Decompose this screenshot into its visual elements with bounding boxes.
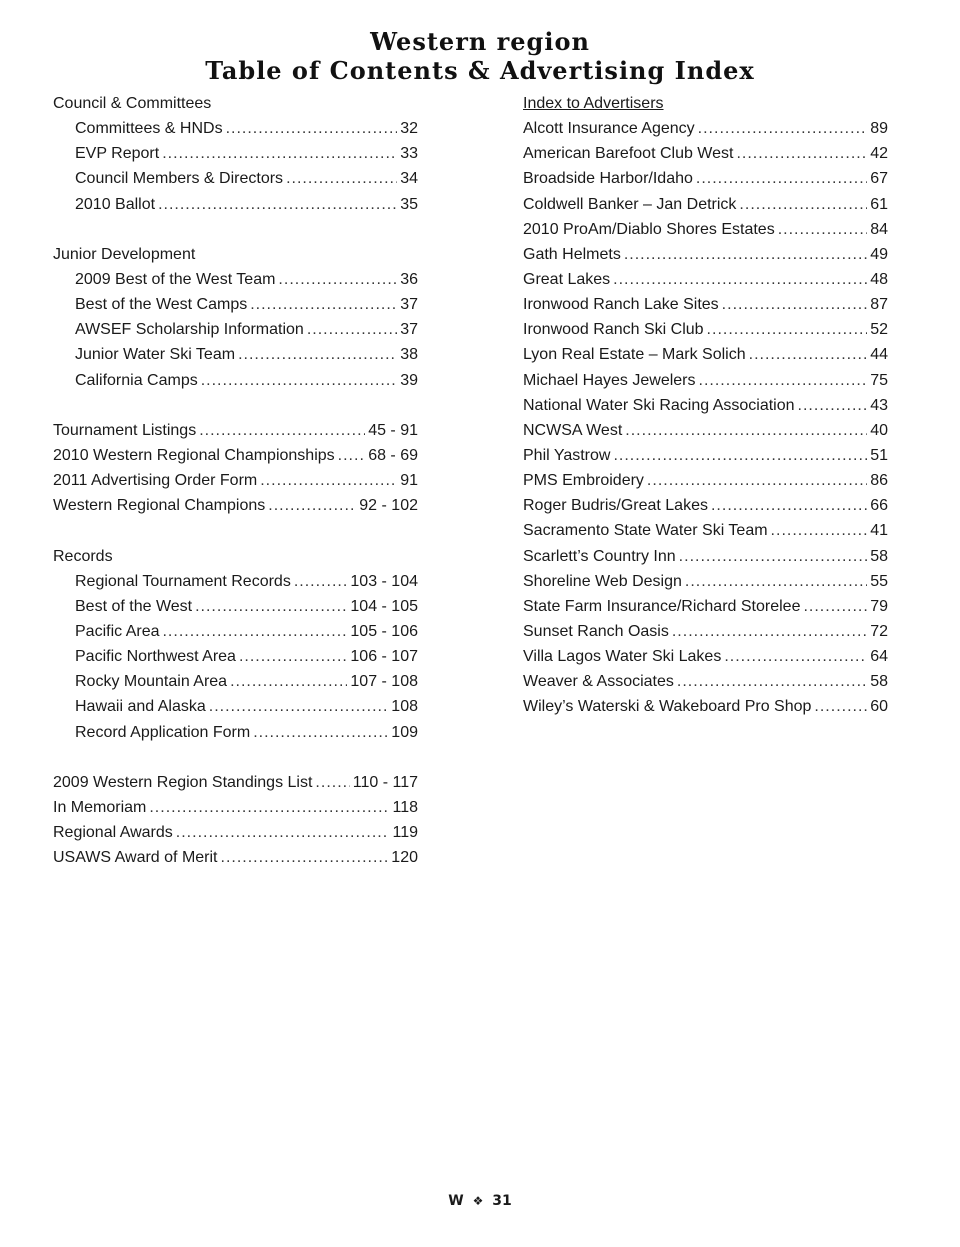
dot-leader [749, 342, 868, 367]
dot-leader [278, 267, 397, 292]
advertiser-entry-label: NCWSA West [523, 421, 623, 439]
advertiser-entry [523, 468, 888, 493]
advertiser-entry-label: Alcott Insurance Agency [523, 120, 695, 138]
dot-leader [803, 594, 867, 619]
toc-entry [53, 166, 418, 191]
dot-leader [647, 468, 867, 493]
toc-entry [53, 267, 418, 292]
advertiser-entry-page-number: 79 [870, 597, 888, 615]
toc-entry-label: Council Members & Directors [75, 170, 284, 188]
advertiser-entry-page-number: 64 [870, 648, 888, 666]
dot-leader [625, 418, 867, 443]
advertiser-entry-label: Shoreline Web Design [523, 572, 682, 590]
advertiser-entry [523, 493, 888, 518]
advertiser-entry [523, 342, 888, 367]
advertiser-entry-label: Scarlett’s Country Inn [523, 547, 676, 565]
dot-leader [250, 292, 397, 317]
toc-entry-label: California Camps [75, 371, 198, 389]
advertiser-entry-label: Roger Budris/Great Lakes [523, 497, 708, 515]
dot-leader [624, 242, 867, 267]
toc-entry [53, 317, 418, 342]
dot-leader [679, 544, 868, 569]
advertiser-entry-page-number: 89 [870, 120, 888, 138]
advertiser-entry [523, 619, 888, 644]
advertiser-entry [523, 267, 888, 292]
toc-entry-label: EVP Report [75, 145, 160, 163]
toc-entry-label: Pacific Area [75, 622, 160, 640]
advertiser-entry-page-number: 55 [870, 572, 888, 590]
dot-leader [814, 694, 867, 719]
dot-leader [149, 795, 389, 820]
toc-entry [53, 619, 418, 644]
toc-entry-label: Pacific Northwest Area [75, 648, 236, 666]
toc-entry [53, 493, 418, 518]
advertiser-entry-page-number: 43 [870, 396, 888, 414]
dot-leader [685, 569, 867, 594]
toc-entry-page-number: 107 - 108 [350, 673, 418, 691]
toc-entry-label: Regional Awards [53, 824, 173, 842]
dot-leader [699, 368, 868, 393]
dot-leader [162, 141, 397, 166]
advertiser-entry-page-number: 87 [870, 296, 888, 314]
toc-entry [53, 368, 418, 393]
toc-entry-label: Best of the West Camps [75, 296, 248, 314]
toc-entry-page-number: 106 - 107 [350, 648, 418, 666]
toc-entry [53, 443, 418, 468]
page-title-line-1: Western region [370, 27, 590, 56]
advertiser-entry-page-number: 61 [870, 195, 888, 213]
toc-entry-page-number: 68 - 69 [368, 446, 418, 464]
footer-page-number: 31 [492, 1193, 512, 1209]
toc-entry [53, 694, 418, 719]
advertiser-entry [523, 292, 888, 317]
toc-entry [53, 669, 418, 694]
advertiser-entry-label: Ironwood Ranch Ski Club [523, 321, 704, 339]
advertiser-entry-page-number: 66 [870, 497, 888, 515]
advertiser-entry [523, 166, 888, 191]
advertiser-entry-label: Wiley’s Waterski & Wakeboard Pro Shop [523, 698, 812, 716]
advertiser-entry-label: Sacramento State Water Ski Team [523, 522, 768, 540]
advertiser-entry [523, 518, 888, 543]
dot-leader [286, 166, 397, 191]
section-heading [53, 242, 418, 267]
advertiser-entry [523, 368, 888, 393]
section-heading-label: Records [53, 547, 113, 565]
toc-entry [53, 141, 418, 166]
toc-entry-label: 2010 Ballot [75, 195, 156, 213]
dot-leader [698, 116, 868, 141]
toc-entry-page-number: 35 [400, 195, 418, 213]
toc-entry-page-number: 91 [400, 472, 418, 490]
dot-leader [162, 619, 347, 644]
advertiser-entry [523, 317, 888, 342]
dot-leader [199, 418, 365, 443]
advertiser-entry-page-number: 72 [870, 622, 888, 640]
dot-leader [209, 694, 389, 719]
advertiser-entry-label: Gath Helmets [523, 245, 621, 263]
advertiser-entry-label: Sunset Ranch Oasis [523, 622, 669, 640]
toc-entry-page-number: 105 - 106 [350, 622, 418, 640]
advertiser-entry [523, 393, 888, 418]
spacer-row [53, 217, 418, 242]
toc-entry [53, 116, 418, 141]
toc-entry [53, 468, 418, 493]
advertiser-entry [523, 594, 888, 619]
toc-entry-page-number: 118 [392, 798, 418, 816]
dot-leader [307, 317, 397, 342]
toc-entry-label: Western Regional Champions [53, 497, 266, 515]
advertiser-entry-label: 2010 ProAm/Diablo Shores Estates [523, 220, 775, 238]
dot-leader [230, 669, 347, 694]
toc-entry [53, 770, 418, 795]
advertiser-entry [523, 217, 888, 242]
toc-entry [53, 720, 418, 745]
toc-entry [53, 292, 418, 317]
advertiser-entry [523, 141, 888, 166]
dot-leader [707, 317, 868, 342]
advertiser-entry-page-number: 86 [870, 472, 888, 490]
advertiser-entry [523, 116, 888, 141]
toc-entry-page-number: 109 [391, 723, 418, 741]
toc-entry-label: 2011 Advertising Order Form [53, 472, 258, 490]
toc-entry [53, 795, 418, 820]
dot-leader [226, 116, 398, 141]
advertiser-entry-page-number: 40 [870, 421, 888, 439]
advertiser-entry [523, 242, 888, 267]
dot-leader [315, 770, 349, 795]
dot-leader [672, 619, 867, 644]
section-heading [523, 91, 888, 116]
advertiser-entry-label: Great Lakes [523, 270, 611, 288]
advertiser-entry [523, 669, 888, 694]
toc-entry-page-number: 108 [391, 698, 418, 716]
dot-leader [677, 669, 867, 694]
dot-leader [739, 192, 867, 217]
toc-entry-label: Record Application Form [75, 723, 251, 741]
dot-leader [176, 820, 390, 845]
table-of-contents-column [53, 91, 418, 870]
toc-entry-page-number: 103 - 104 [350, 572, 418, 590]
page-footer [0, 1193, 960, 1209]
toc-entry-page-number: 92 - 102 [359, 497, 418, 515]
toc-entry-page-number: 34 [400, 170, 418, 188]
dot-leader [711, 493, 867, 518]
toc-entry-page-number: 32 [400, 120, 418, 138]
advertiser-entry-label: Villa Lagos Water Ski Lakes [523, 648, 722, 666]
section-heading [53, 91, 418, 116]
dot-leader [736, 141, 867, 166]
advertiser-entry [523, 418, 888, 443]
toc-entry-label: Rocky Mountain Area [75, 673, 228, 691]
dot-leader [798, 393, 868, 418]
advertiser-entry-label: Phil Yastrow [523, 446, 611, 464]
spacer-row [53, 393, 418, 418]
advertiser-entry-page-number: 58 [870, 547, 888, 565]
toc-entry-page-number: 120 [391, 849, 418, 867]
advertiser-entry [523, 192, 888, 217]
section-heading-label: Index to Advertisers [523, 95, 664, 112]
advertiser-entry-page-number: 67 [870, 170, 888, 188]
toc-entry [53, 342, 418, 367]
toc-entry [53, 569, 418, 594]
dot-leader [722, 292, 868, 317]
toc-entry [53, 594, 418, 619]
dot-leader [613, 443, 867, 468]
advertiser-entry-label: Michael Hayes Jewelers [523, 371, 696, 389]
toc-entry-label: Hawaii and Alaska [75, 698, 206, 716]
toc-entry-page-number: 36 [400, 270, 418, 288]
advertiser-entry-page-number: 41 [870, 522, 888, 540]
footer-section-letter: W [448, 1193, 464, 1209]
toc-entry-label: USAWS Award of Merit [53, 849, 218, 867]
dot-leader [195, 594, 347, 619]
advertiser-entry-page-number: 60 [870, 698, 888, 716]
toc-entry-label: Tournament Listings [53, 421, 197, 439]
toc-entry-label: 2009 Best of the West Team [75, 270, 276, 288]
advertiser-entry-label: National Water Ski Racing Association [523, 396, 795, 414]
toc-entry [53, 192, 418, 217]
dot-leader [613, 267, 867, 292]
footer-separator-icon: ❖ [472, 1194, 484, 1208]
advertiser-entry-page-number: 51 [870, 446, 888, 464]
advertiser-entry-label: Broadside Harbor/Idaho [523, 170, 693, 188]
spacer-row [53, 518, 418, 543]
section-heading-label: Junior Development [53, 245, 196, 263]
advertiser-entry-page-number: 75 [870, 371, 888, 389]
advertiser-entry-page-number: 84 [870, 220, 888, 238]
toc-entry [53, 845, 418, 870]
advertiser-entry-page-number: 42 [870, 145, 888, 163]
toc-entry [53, 820, 418, 845]
toc-entry [53, 418, 418, 443]
toc-entry-label: In Memoriam [53, 798, 147, 816]
toc-entry-page-number: 104 - 105 [350, 597, 418, 615]
advertiser-entry-label: State Farm Insurance/Richard Storelee [523, 597, 801, 615]
dot-leader [268, 493, 356, 518]
dot-leader [294, 569, 348, 594]
advertiser-entry-label: Coldwell Banker – Jan Detrick [523, 195, 737, 213]
advertiser-index-column [523, 91, 888, 720]
toc-entry-label: Committees & HNDs [75, 120, 223, 138]
toc-entry-page-number: 110 - 117 [352, 773, 418, 791]
spacer-row [53, 745, 418, 770]
toc-entry-label: 2010 Western Regional Championships [53, 446, 335, 464]
dot-leader [201, 368, 397, 393]
toc-entry-label: AWSEF Scholarship Information [75, 321, 304, 339]
toc-entry-page-number: 45 - 91 [368, 421, 418, 439]
toc-entry-label: 2009 Western Region Standings List [53, 773, 313, 791]
advertiser-entry-page-number: 58 [870, 673, 888, 691]
dot-leader [253, 720, 388, 745]
dot-leader [724, 644, 867, 669]
advertiser-entry [523, 544, 888, 569]
dot-leader [778, 217, 868, 242]
advertiser-entry-label: PMS Embroidery [523, 472, 644, 490]
advertiser-entry-label: Ironwood Ranch Lake Sites [523, 296, 719, 314]
dot-leader [696, 166, 867, 191]
toc-entry-page-number: 38 [400, 346, 418, 364]
dot-leader [238, 342, 397, 367]
advertiser-entry [523, 644, 888, 669]
advertiser-entry [523, 694, 888, 719]
advertiser-entry-page-number: 52 [870, 321, 888, 339]
dot-leader [338, 443, 366, 468]
section-heading-label: Council & Committees [53, 95, 212, 112]
dot-leader [158, 192, 397, 217]
toc-entry-label: Junior Water Ski Team [75, 346, 236, 364]
advertiser-entry [523, 443, 888, 468]
advertiser-entry-label: American Barefoot Club West [523, 145, 734, 163]
toc-entry-page-number: 119 [392, 824, 418, 842]
toc-entry-label: Regional Tournament Records [75, 572, 291, 590]
dot-leader [239, 644, 347, 669]
advertiser-entry-page-number: 44 [870, 346, 888, 364]
toc-entry-page-number: 37 [400, 321, 418, 339]
toc-entry-label: Best of the West [75, 597, 193, 615]
dot-leader [771, 518, 868, 543]
toc-entry-page-number: 33 [400, 145, 418, 163]
toc-entry [53, 644, 418, 669]
dot-leader [221, 845, 389, 870]
section-heading [53, 544, 418, 569]
advertiser-entry-label: Lyon Real Estate – Mark Solich [523, 346, 746, 364]
advertiser-entry-page-number: 49 [870, 245, 888, 263]
toc-entry-page-number: 39 [400, 371, 418, 389]
advertiser-entry-page-number: 48 [870, 270, 888, 288]
advertiser-entry [523, 569, 888, 594]
dot-leader [260, 468, 397, 493]
page-title-line-2: Table of Contents & Advertising Index [205, 56, 755, 85]
toc-entry-page-number: 37 [400, 296, 418, 314]
advertiser-entry-label: Weaver & Associates [523, 673, 674, 691]
